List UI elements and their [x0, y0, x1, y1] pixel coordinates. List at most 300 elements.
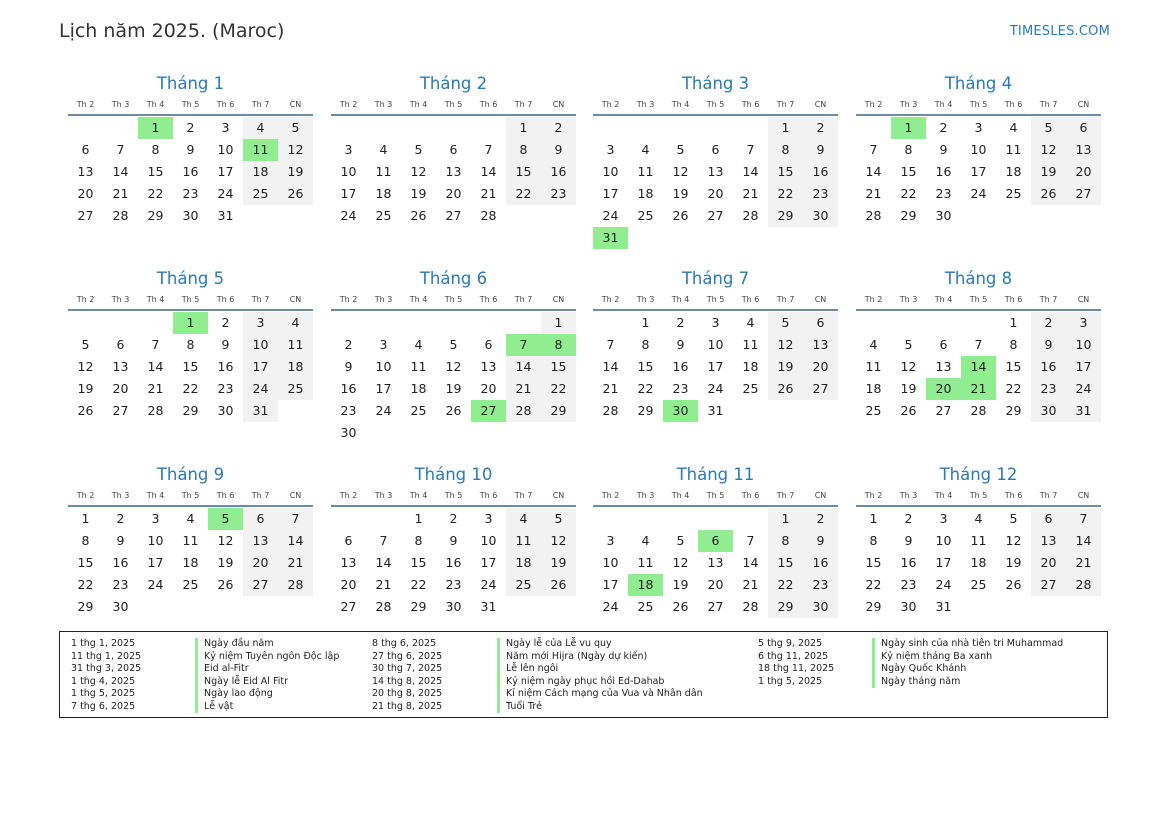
day-cell: 3 [379, 337, 388, 352]
weekday-header [331, 489, 576, 507]
day-cell: 10 [243, 334, 278, 356]
day-cell: 26 [1005, 577, 1022, 592]
holiday-date: 1 thg 4, 2025 [71, 675, 136, 687]
holiday-day-cell: 5 [208, 508, 243, 530]
holiday-day-cell: 6 [698, 530, 733, 552]
day-cell: 11 [865, 359, 882, 374]
day-cell: 28 [742, 208, 759, 223]
day-cell: 23 [340, 403, 357, 418]
day-cell: 30 [900, 599, 917, 614]
day-cell: 13 [480, 359, 497, 374]
day-cell: 5 [449, 337, 458, 352]
day-cell: 19 [445, 381, 462, 396]
day-cell: 26 [541, 574, 576, 596]
day-cell: 16 [803, 161, 838, 183]
day-cell: 4 [506, 508, 541, 530]
month-7 [593, 267, 838, 422]
day-cell: 21 [602, 381, 619, 396]
day-cell: 21 [112, 186, 129, 201]
day-cell: 21 [278, 552, 313, 574]
day-cell: 4 [243, 117, 278, 139]
holiday-day-cell: 8 [541, 334, 576, 356]
day-cell: 17 [243, 356, 278, 378]
weekday-label: Th 6 [1004, 295, 1023, 304]
holiday-date: 11 thg 1, 2025 [71, 650, 142, 662]
day-cell: 8 [904, 142, 913, 157]
day-cell: 29 [768, 596, 803, 618]
day-cell: 23 [112, 577, 129, 592]
day-cell: 17 [375, 381, 392, 396]
weekday-label: Th 2 [601, 491, 620, 500]
day-cell: 22 [506, 183, 541, 205]
day-cell: 20 [480, 381, 497, 396]
day-cell: 5 [278, 117, 313, 139]
month-3 [593, 72, 838, 249]
day-cell: 27 [445, 208, 462, 223]
day-grid [593, 116, 838, 249]
day-cell: 17 [217, 164, 234, 179]
weekday-label: Th 5 [444, 491, 463, 500]
day-cell: 2 [541, 117, 576, 139]
holiday-date: 21 thg 8, 2025 [372, 700, 443, 712]
empty-cell [68, 312, 103, 334]
day-cell: 3 [606, 142, 615, 157]
day-cell: 27 [935, 403, 952, 418]
day-cell: 18 [865, 381, 882, 396]
day-cell: 13 [445, 164, 462, 179]
day-cell: 13 [803, 334, 838, 356]
holiday-date: 1 thg 1, 2025 [71, 638, 136, 649]
holiday-name: Ngày lễ Eid Al Fitr [195, 676, 288, 689]
day-cell: 14 [602, 359, 619, 374]
day-cell: 6 [484, 337, 493, 352]
month-title: Tháng 4 [944, 74, 1013, 93]
empty-cell [506, 312, 541, 334]
empty-cell [926, 312, 961, 334]
empty-cell [698, 117, 733, 139]
day-cell: 19 [77, 381, 94, 396]
weekday-label: Th 6 [216, 100, 235, 109]
day-grid [856, 311, 1101, 422]
holiday-name: Lễ lên ngôi [497, 663, 558, 676]
day-cell: 13 [243, 530, 278, 552]
weekday-label: Th 2 [601, 295, 620, 304]
day-cell: 10 [602, 555, 619, 570]
weekday-header [593, 489, 838, 507]
weekday-header [68, 489, 313, 507]
weekday-label: Th 3 [374, 100, 393, 109]
day-cell: 31 [1066, 400, 1101, 422]
day-cell: 26 [900, 403, 917, 418]
day-cell: 24 [480, 577, 497, 592]
day-cell: 14 [506, 356, 541, 378]
holiday-name: Năm mới Hijra (Ngày dự kiến) [497, 651, 647, 664]
day-cell: 13 [707, 164, 724, 179]
day-cell: 29 [410, 599, 427, 614]
day-cell: 5 [904, 337, 913, 352]
day-cell: 11 [410, 359, 427, 374]
weekday-header [331, 293, 576, 311]
day-cell: 25 [243, 183, 278, 205]
day-cell: 9 [116, 533, 125, 548]
weekday-label: Th 7 [1039, 295, 1058, 304]
day-cell: 9 [939, 142, 948, 157]
day-cell: 26 [410, 208, 427, 223]
day-cell: 28 [375, 599, 392, 614]
weekday-label: Th 2 [76, 491, 95, 500]
day-cell: 8 [186, 337, 195, 352]
day-cell: 19 [672, 186, 689, 201]
day-cell: 24 [243, 378, 278, 400]
day-cell: 3 [344, 142, 353, 157]
day-cell: 12 [445, 359, 462, 374]
weekday-label: Th 6 [741, 100, 760, 109]
day-cell: 11 [375, 164, 392, 179]
day-cell: 12 [217, 533, 234, 548]
day-cell: 3 [606, 533, 615, 548]
day-cell: 21 [865, 186, 882, 201]
month-11 [593, 463, 838, 618]
holiday-date: 18 thg 11, 2025 [758, 663, 835, 674]
day-cell: 27 [1031, 574, 1066, 596]
weekday-label: Th 7 [1039, 491, 1058, 500]
day-cell: 26 [768, 378, 803, 400]
empty-cell [628, 508, 663, 530]
day-grid [593, 507, 838, 618]
holiday-legend [59, 631, 1108, 718]
weekday-label: Th 5 [181, 295, 200, 304]
holiday-date: 30 thg 7, 2025 [372, 663, 443, 674]
day-cell: 5 [541, 508, 576, 530]
empty-cell [366, 117, 401, 139]
weekday-label: Th 7 [251, 295, 270, 304]
day-cell: 16 [1031, 356, 1066, 378]
day-cell: 22 [768, 574, 803, 596]
day-cell: 9 [449, 533, 458, 548]
day-cell: 13 [707, 555, 724, 570]
day-cell: 5 [81, 337, 90, 352]
holiday-date: 1 thg 5, 2025 [758, 675, 823, 687]
day-cell: 2 [449, 511, 458, 526]
day-cell: 7 [484, 142, 493, 157]
day-cell: 30 [112, 599, 129, 614]
weekday-label: Th 7 [514, 491, 533, 500]
weekday-header [68, 293, 313, 311]
day-cell: 28 [480, 208, 497, 223]
weekday-label: Th 2 [339, 100, 358, 109]
empty-cell [961, 312, 996, 334]
day-cell: 20 [803, 356, 838, 378]
day-cell: 6 [1066, 117, 1101, 139]
weekday-label: Th 2 [339, 491, 358, 500]
day-cell: 9 [676, 337, 685, 352]
day-cell: 18 [742, 359, 759, 374]
holiday-name: Ngày tháng năm [872, 676, 960, 689]
day-cell: 23 [672, 381, 689, 396]
day-cell: 7 [606, 337, 615, 352]
weekday-label: Th 6 [479, 491, 498, 500]
day-cell: 3 [1066, 312, 1101, 334]
day-cell: 4 [278, 312, 313, 334]
day-cell: 22 [541, 378, 576, 400]
weekday-label: CN [289, 295, 302, 304]
day-cell: 20 [707, 577, 724, 592]
day-cell: 7 [746, 533, 755, 548]
day-cell: 7 [278, 508, 313, 530]
day-cell: 12 [900, 359, 917, 374]
day-cell: 19 [900, 381, 917, 396]
holiday-name: Eid al-Fitr [195, 663, 249, 676]
day-cell: 15 [506, 161, 541, 183]
day-cell: 16 [900, 555, 917, 570]
day-cell: 30 [217, 403, 234, 418]
day-cell: 31 [480, 599, 497, 614]
day-cell: 13 [1031, 530, 1066, 552]
holiday-name: Kỷ niệm Tuyên ngôn Độc lập [195, 651, 339, 664]
weekday-label: Th 5 [181, 100, 200, 109]
day-cell: 20 [340, 577, 357, 592]
day-cell: 19 [278, 161, 313, 183]
day-cell: 28 [742, 599, 759, 614]
empty-cell [103, 117, 138, 139]
day-cell: 20 [707, 186, 724, 201]
holiday-date: 31 thg 3, 2025 [71, 663, 142, 674]
day-cell: 23 [1031, 378, 1066, 400]
day-cell: 27 [243, 574, 278, 596]
day-cell: 26 [217, 577, 234, 592]
day-cell: 18 [970, 555, 987, 570]
day-cell: 22 [77, 577, 94, 592]
day-cell: 19 [1031, 161, 1066, 183]
month-title: Tháng 7 [681, 269, 750, 288]
month-5 [68, 267, 313, 422]
day-cell: 30 [935, 208, 952, 223]
month-title: Tháng 1 [156, 74, 225, 93]
day-cell: 7 [151, 337, 160, 352]
weekday-header [593, 293, 838, 311]
day-cell: 12 [1031, 139, 1066, 161]
day-cell: 6 [803, 312, 838, 334]
day-cell: 16 [803, 552, 838, 574]
weekday-label: Th 6 [216, 491, 235, 500]
day-cell: 17 [147, 555, 164, 570]
day-cell: 9 [803, 530, 838, 552]
weekday-label: Th 7 [1039, 100, 1058, 109]
day-cell: 25 [506, 574, 541, 596]
month-2 [331, 72, 576, 227]
weekday-label: Th 6 [479, 295, 498, 304]
day-cell: 10 [147, 533, 164, 548]
holiday-name: Lễ vật [195, 701, 233, 714]
day-cell: 15 [182, 359, 199, 374]
weekday-label: CN [1077, 491, 1090, 500]
holiday-name: Ngày lao động [195, 688, 273, 701]
day-cell: 29 [77, 599, 94, 614]
day-cell: 1 [768, 508, 803, 530]
weekday-label: Th 4 [671, 491, 690, 500]
weekday-label: Th 7 [776, 295, 795, 304]
day-cell: 8 [768, 530, 803, 552]
day-cell: 10 [480, 533, 497, 548]
day-cell: 12 [541, 530, 576, 552]
holiday-date: 7 thg 6, 2025 [71, 700, 136, 712]
weekday-label: CN [1077, 100, 1090, 109]
holiday-day-cell: 1 [173, 312, 208, 334]
day-cell: 28 [602, 403, 619, 418]
holiday-day-cell: 1 [138, 117, 173, 139]
day-cell: 23 [541, 183, 576, 205]
weekday-label: Th 4 [409, 295, 428, 304]
day-cell: 19 [217, 555, 234, 570]
weekday-label: Th 4 [146, 100, 165, 109]
day-cell: 26 [672, 599, 689, 614]
weekday-label: Th 5 [444, 100, 463, 109]
weekday-header [331, 98, 576, 116]
weekday-label: Th 3 [899, 491, 918, 500]
day-cell: 12 [1005, 533, 1022, 548]
day-cell: 18 [410, 381, 427, 396]
day-cell: 10 [935, 533, 952, 548]
day-cell: 28 [865, 208, 882, 223]
day-cell: 11 [637, 164, 654, 179]
page-title: Lịch năm 2025. (Maroc) [59, 20, 285, 42]
day-cell: 17 [340, 186, 357, 201]
empty-cell [401, 117, 436, 139]
day-grid [331, 507, 576, 618]
day-cell: 6 [116, 337, 125, 352]
day-cell: 16 [182, 164, 199, 179]
day-cell: 11 [637, 555, 654, 570]
weekday-label: Th 4 [671, 295, 690, 304]
weekday-label: Th 5 [444, 295, 463, 304]
day-cell: 27 [1066, 183, 1101, 205]
day-grid [68, 507, 313, 618]
day-cell: 27 [340, 599, 357, 614]
empty-cell [68, 117, 103, 139]
holiday-name: Kỷ niệm ngày phục hồi Ed-Dahab [497, 676, 664, 689]
day-cell: 19 [541, 552, 576, 574]
day-cell: 22 [637, 381, 654, 396]
day-cell: 30 [803, 205, 838, 227]
day-cell: 28 [112, 208, 129, 223]
day-cell: 27 [707, 599, 724, 614]
empty-cell [628, 117, 663, 139]
holiday-day-cell: 30 [663, 400, 698, 422]
day-cell: 12 [672, 555, 689, 570]
month-title: Tháng 12 [939, 465, 1018, 484]
day-cell: 23 [935, 186, 952, 201]
day-cell: 9 [186, 142, 195, 157]
day-cell: 26 [1031, 183, 1066, 205]
day-cell: 26 [278, 183, 313, 205]
weekday-label: Th 5 [969, 100, 988, 109]
day-cell: 22 [900, 186, 917, 201]
day-cell: 2 [904, 511, 913, 526]
day-cell: 25 [865, 403, 882, 418]
day-cell: 30 [803, 596, 838, 618]
day-cell: 8 [641, 337, 650, 352]
day-cell: 25 [410, 403, 427, 418]
day-cell: 3 [221, 120, 230, 135]
day-cell: 5 [1031, 117, 1066, 139]
day-cell: 14 [278, 530, 313, 552]
day-cell: 31 [935, 599, 952, 614]
day-cell: 3 [974, 120, 983, 135]
weekday-label: Th 4 [146, 295, 165, 304]
weekday-label: Th 2 [864, 100, 883, 109]
day-cell: 8 [1009, 337, 1018, 352]
weekday-label: CN [552, 491, 565, 500]
month-6 [331, 267, 576, 444]
day-cell: 18 [375, 186, 392, 201]
day-cell: 11 [506, 530, 541, 552]
month-title: Tháng 8 [944, 269, 1013, 288]
day-cell: 25 [637, 208, 654, 223]
weekday-label: Th 5 [706, 295, 725, 304]
month-1 [68, 72, 313, 227]
day-cell: 22 [768, 183, 803, 205]
month-12 [856, 463, 1101, 618]
weekday-label: Th 4 [934, 295, 953, 304]
empty-cell [436, 312, 471, 334]
weekday-header [593, 98, 838, 116]
holiday-name: Kỉ niệm Cách mạng của Vua và Nhân dân [497, 688, 703, 701]
site-link[interactable]: TIMESLES.COM [1009, 24, 1110, 39]
day-cell: 15 [865, 555, 882, 570]
day-cell: 2 [939, 120, 948, 135]
empty-cell [471, 312, 506, 334]
day-grid [856, 116, 1101, 227]
day-cell: 28 [970, 403, 987, 418]
day-cell: 8 [506, 139, 541, 161]
holiday-date: 8 thg 6, 2025 [372, 638, 437, 649]
empty-cell [663, 508, 698, 530]
day-cell: 9 [344, 359, 353, 374]
day-cell: 18 [1005, 164, 1022, 179]
holiday-name: Ngày lễ của Lễ vu quy [497, 638, 612, 651]
day-cell: 2 [803, 508, 838, 530]
day-cell: 29 [900, 208, 917, 223]
day-cell: 18 [182, 555, 199, 570]
day-cell: 17 [602, 186, 619, 201]
empty-cell [698, 508, 733, 530]
day-cell: 25 [637, 599, 654, 614]
day-cell: 19 [410, 186, 427, 201]
day-cell: 23 [900, 577, 917, 592]
weekday-label: CN [289, 491, 302, 500]
day-cell: 2 [344, 337, 353, 352]
day-cell: 18 [506, 552, 541, 574]
day-cell: 3 [711, 315, 720, 330]
weekday-label: CN [289, 100, 302, 109]
holiday-name: Tuổi Trẻ [497, 701, 542, 714]
day-cell: 17 [1066, 356, 1101, 378]
day-cell: 14 [742, 555, 759, 570]
day-cell: 4 [379, 142, 388, 157]
holiday-day-cell: 7 [506, 334, 541, 356]
day-cell: 1 [541, 312, 576, 334]
day-cell: 11 [970, 533, 987, 548]
day-grid [856, 507, 1101, 618]
holiday-name: Kỷ niệm tháng Ba xanh [872, 651, 992, 664]
day-cell: 10 [340, 164, 357, 179]
holiday-date: 1 thg 5, 2025 [71, 688, 136, 699]
day-cell: 24 [147, 577, 164, 592]
day-cell: 4 [641, 533, 650, 548]
day-cell: 29 [865, 599, 882, 614]
day-cell: 24 [602, 599, 619, 614]
day-cell: 6 [81, 142, 90, 157]
